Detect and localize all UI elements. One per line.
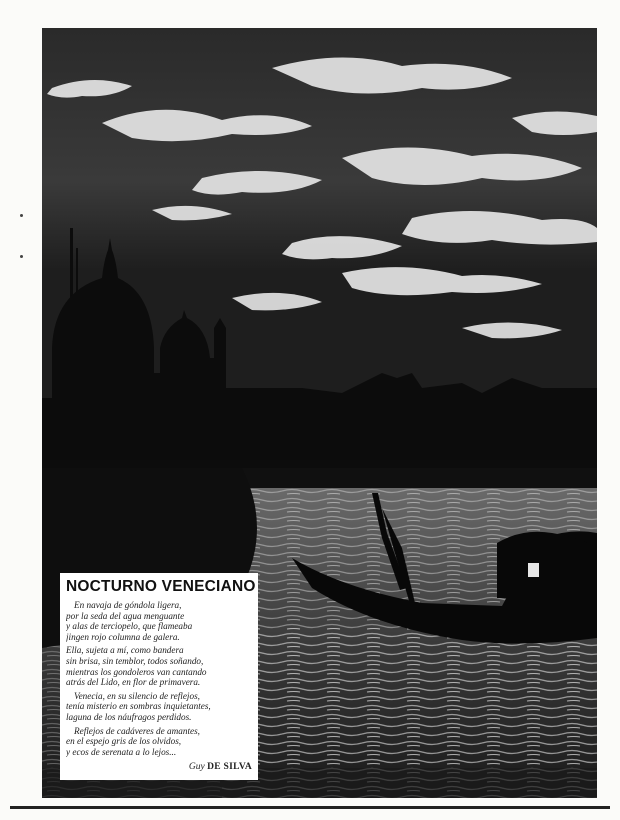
poem-line: por la seda del agua menguante — [66, 610, 185, 621]
poem-stanza-1 — [66, 600, 252, 642]
poem-line: tenía misterio en sombras inquietantes, — [66, 701, 211, 712]
poem-line: Reflejos de cadáveres de amantes, — [74, 725, 200, 736]
poem-line: Ella, sujeta a mí, como bandera — [66, 645, 184, 656]
margin-dot — [20, 214, 23, 217]
author-first-name: Guy — [188, 762, 205, 773]
poem-author — [66, 762, 252, 772]
poem-line: En navaja de góndola ligera, — [74, 600, 182, 610]
margin-dot — [20, 255, 23, 258]
page-bottom-rule — [10, 806, 610, 809]
poem-line: Venecia, en su silencio de reflejos, — [74, 690, 200, 701]
poem-line: sin brisa, sin temblor, todos soñando, — [66, 655, 204, 666]
poem-title: NOCTURNO VENECIANO — [66, 578, 256, 595]
poem-line: laguna de los náufragos perdidos. — [66, 711, 192, 722]
author-surname: DE SILVA — [207, 762, 252, 773]
poem-line: jingen rojo columna de galera. — [66, 631, 180, 642]
poem-stanza-2 — [66, 645, 252, 687]
poem-line: mientras los gondoleros van cantando — [66, 666, 207, 677]
poem-caption — [60, 573, 258, 780]
poem-stanza-3 — [66, 691, 252, 723]
poem-line: y ecos de serenata a lo lejos... — [66, 746, 177, 757]
poem-line: y alas de terciopelo, que flameaba — [66, 621, 193, 632]
poem-line: atrás del Lido, en flor de primavera. — [66, 677, 201, 688]
poem-stanza-4 — [66, 726, 252, 758]
poem-line: en el espejo gris de los olvidos, — [66, 736, 182, 747]
